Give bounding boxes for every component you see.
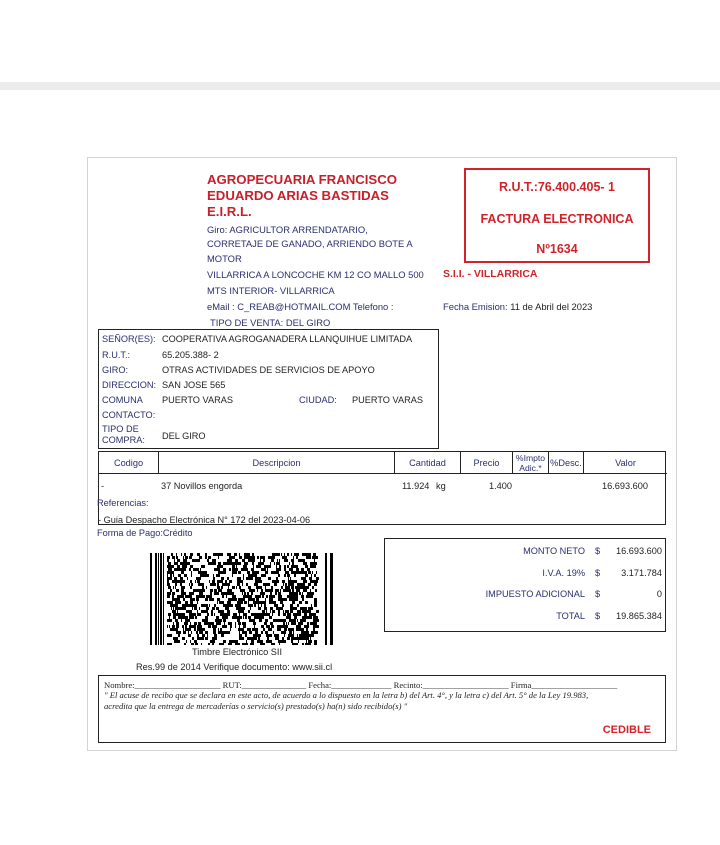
acuse-text-2: acredita que la entrega de mercaderías o servicio(s) prestado(s) ha(n) sido recibido(s) ": [104, 701, 408, 711]
client-row-giro: GIRO: OTRAS ACTIVIDADES DE SERVICIOS DE APOYO: [102, 365, 375, 375]
row-unidad: kg: [436, 481, 446, 491]
row-descripcion: 37 Novillos engorda: [161, 481, 243, 491]
acuse-box: [98, 675, 666, 743]
client-row-senores: SEÑOR(ES): COOPERATIVA AGROGANADERA LLANQUIHUE LIMITADA: [102, 334, 413, 344]
neto-currency: $: [595, 546, 601, 556]
issuer-address-2: MTS INTERIOR- VILLARRICA: [207, 285, 335, 296]
client-direccion: SAN JOSE 565: [162, 380, 226, 390]
iva-label: I.V.A. 19%: [542, 568, 585, 578]
document-number: Nº1634: [536, 242, 578, 256]
acuse-text-1: " El acuse de recibo que se declara en este acto, de acuerdo a lo dispuesto en la letra b) del Art. 4°, y la letra c) del Art. 5° de la Ley 19.983,: [104, 690, 589, 700]
client-name: COOPERATIVA AGROGANADERA LLANQUIHUE LIMITADA: [162, 334, 413, 344]
neto-label: MONTO NETO: [523, 546, 585, 556]
total-currency: $: [595, 611, 601, 621]
header-precio: Precio: [461, 452, 513, 474]
acuse-fields: Nombre:____________________ RUT:_______________ Fecha:______________ Recinto:____________________ Firma____________________: [104, 680, 618, 690]
issuer-address-1: VILLARRICA A LONCOCHE KM 12 CO MALLO 500: [207, 269, 424, 280]
client-comuna: PUERTO VARAS: [162, 395, 233, 405]
client-row-rut: R.U.T.: 65.205.388- 2: [102, 350, 219, 360]
client-giro: OTRAS ACTIVIDADES DE SERVICIOS DE APOYO: [162, 365, 375, 375]
neto-value: 16.693.600: [616, 546, 662, 556]
issuer-email: eMail : C_REAB@HOTMAIL.COM Telefono :: [207, 301, 394, 312]
client-tipo-compra-label: TIPO DE COMPRA:: [102, 424, 145, 445]
forma-pago: Forma de Pago:Crédito: [97, 528, 193, 538]
impuesto-currency: $: [595, 589, 601, 599]
client-rut: 65.205.388- 2: [162, 350, 219, 360]
iva-value: 3.171.784: [621, 568, 662, 578]
sii-office: S.I.I. - VILLARRICA: [443, 268, 538, 280]
row-cantidad: 11.924: [402, 481, 430, 491]
impuesto-value: 0: [656, 589, 662, 599]
issuer-giro-2: CORRETAJE DE GANADO, ARRIENDO BOTE A: [207, 238, 413, 249]
client-row-direccion: DIRECCION: SAN JOSE 565: [102, 380, 226, 390]
header-impto: %Impto Adic.*: [513, 452, 549, 474]
header-cantidad: Cantidad: [395, 452, 461, 474]
document-rut: R.U.T.:76.400.405- 1: [498, 180, 616, 194]
client-ciudad: PUERTO VARAS: [352, 395, 423, 405]
referencia-text: - Guia Despacho Electrónica N° 172 del 2023-04-06: [98, 515, 311, 525]
timbre-resolution: Res.99 de 2014 Verifique documento: www.sii.cl: [136, 662, 333, 672]
total-value: 19.865.384: [616, 611, 662, 621]
cedible-label: CEDIBLE: [602, 724, 651, 736]
total-label: TOTAL: [556, 611, 585, 621]
client-tipo-compra: DEL GIRO: [162, 431, 206, 441]
totals-box: [384, 538, 666, 632]
document-type: FACTURA ELECTRONICA: [480, 212, 634, 226]
iva-currency: $: [595, 568, 601, 578]
emission-date-row: [443, 301, 592, 312]
row-valor: 16.693.600: [602, 481, 648, 491]
items-table: [98, 451, 666, 525]
invoice-page: [87, 157, 677, 751]
emission-date: 11 de Abril del 2023: [510, 301, 593, 312]
client-row-comuna: COMUNA PUERTO VARAS: [102, 395, 233, 405]
client-row-contacto: CONTACTO:: [102, 410, 156, 420]
client-box: [98, 329, 439, 449]
issuer-giro-1: Giro: AGRICULTOR ARRENDATARIO,: [207, 224, 368, 235]
header-descripcion: Descripcion: [159, 452, 395, 474]
row-precio: 1.400: [489, 481, 512, 491]
referencias-label: Referencias:: [97, 498, 149, 508]
top-band: [0, 82, 720, 90]
client-ciudad-label: CIUDAD:: [299, 395, 337, 405]
issuer-giro-3: MOTOR: [207, 253, 242, 264]
timbre-label: Timbre Electrónico SII: [192, 647, 283, 657]
header-codigo: Codigo: [99, 452, 159, 474]
impuesto-label: IMPUESTO ADICIONAL: [485, 589, 585, 599]
timbre-barcode: [150, 553, 334, 645]
document-id-box: [464, 168, 650, 263]
issuer-sale-type: TIPO DE VENTA: DEL GIRO: [210, 317, 331, 328]
company-name: AGROPECUARIA FRANCISCO EDUARDO ARIAS BASTIDAS E.I.R.L.: [207, 172, 398, 219]
row-codigo: -: [101, 481, 105, 491]
header-valor: Valor: [584, 452, 667, 474]
emission-label: Fecha Emision:: [443, 301, 508, 312]
header-desc: %Desc.: [549, 452, 584, 474]
